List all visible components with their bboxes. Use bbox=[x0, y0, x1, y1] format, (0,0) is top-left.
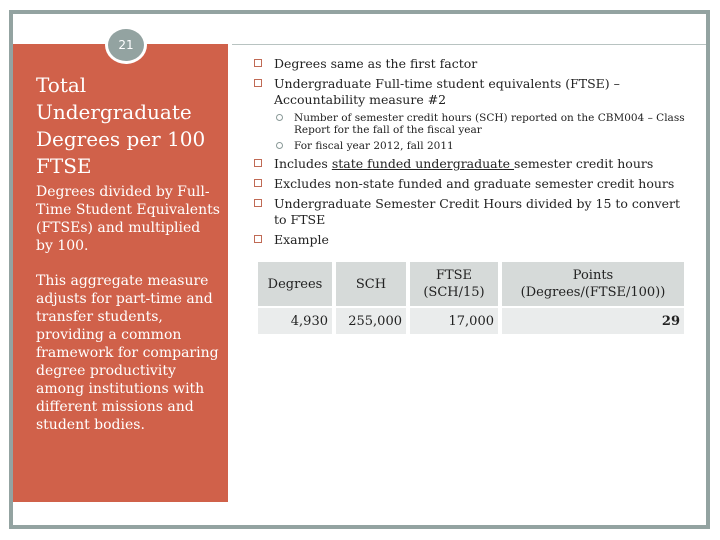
bullet-item: Example bbox=[254, 232, 694, 248]
sidebar-description-2: This aggregate measure adjusts for part-time and transfer students, providing a common framework for comparing degree productivity among institutions with different missions and student bodies. bbox=[36, 273, 219, 433]
bullet-item: Degrees same as the first factor bbox=[254, 56, 694, 72]
circle-bullet-icon bbox=[276, 142, 283, 149]
sidebar-description: Degrees divided by Full-Time Student Equivalents (FTSEs) and multiplied by 100. bbox=[36, 184, 220, 254]
table-header-cell: FTSE (SCH/15) bbox=[410, 262, 498, 306]
slide-number-badge bbox=[105, 26, 147, 64]
bullet-item: Includes state funded undergraduate semester credit hours bbox=[254, 156, 694, 172]
table-header-cell: Degrees bbox=[258, 262, 332, 306]
bullet-item: Undergraduate Semester Credit Hours divided by 15 to convert to FTSE bbox=[254, 196, 694, 228]
example-table bbox=[258, 262, 698, 334]
bullet-item: Excludes non-state funded and graduate semester credit hours bbox=[254, 176, 694, 192]
sidebar-title-line1: Total bbox=[36, 73, 87, 97]
table-cell: 29 bbox=[502, 308, 684, 334]
table-header-cell: SCH bbox=[336, 262, 406, 306]
sub-bullet-item: For fiscal year 2012, fall 2011 bbox=[254, 140, 694, 152]
square-bullet-icon bbox=[254, 59, 262, 67]
slide-number: 21 bbox=[118, 38, 134, 52]
footer-band bbox=[13, 502, 706, 525]
table-header-row bbox=[258, 262, 698, 306]
square-bullet-icon bbox=[254, 159, 262, 167]
sidebar-title-rest: Undergraduate Degrees per 100 FTSE bbox=[36, 100, 206, 178]
sidebar-title bbox=[36, 72, 221, 180]
square-bullet-icon bbox=[254, 235, 262, 243]
table-header-cell: Points (Degrees/(FTSE/100)) bbox=[502, 262, 684, 306]
square-bullet-icon bbox=[254, 79, 262, 87]
bullet-item: Undergraduate Full-time student equivalents (FTSE) – Accountability measure #2 bbox=[254, 76, 694, 108]
table-cell: 17,000 bbox=[410, 308, 498, 334]
sub-bullet-item: Number of semester credit hours (SCH) reported on the CBM004 – Class Report for the fall of the fiscal year bbox=[254, 112, 694, 136]
table-cell: 255,000 bbox=[336, 308, 406, 334]
bullet-list bbox=[254, 56, 694, 252]
circle-bullet-icon bbox=[276, 114, 283, 121]
square-bullet-icon bbox=[254, 199, 262, 207]
square-bullet-icon bbox=[254, 179, 262, 187]
header-divider bbox=[232, 44, 706, 45]
table-cell: 4,930 bbox=[258, 308, 332, 334]
table-row bbox=[258, 308, 698, 334]
